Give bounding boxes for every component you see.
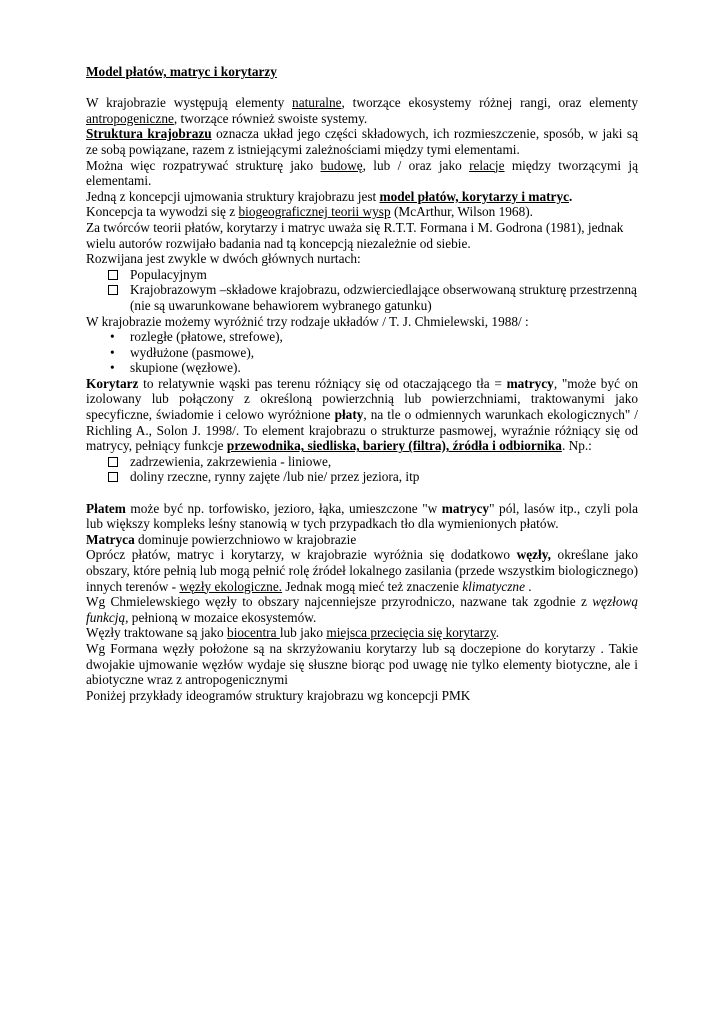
- list-item-text: zadrzewienia, zakrzewienia - liniowe,: [130, 453, 332, 469]
- list-item-text: wydłużone (pasmowe),: [130, 344, 255, 360]
- text: (McArthur, Wilson 1968).: [390, 204, 533, 220]
- term-antropogeniczne: antropogeniczne: [86, 110, 174, 126]
- paragraph-ideograms: Poniżej przykłady ideogramów struktury krajobrazu wg koncepcji PMK: [86, 687, 471, 703]
- text: oznacza układ jego części składowych, ich rozmieszczenie, sposób, w jaki są ze sobą powiązane, razem z istniejącymi zależnościami między tymi elementami.: [86, 126, 638, 157]
- text: określane jako obszary, które pełnią lub mogą pełnić rolę źródeł lokalnego zasilania (przede wszystkim biologicznego) innych terenów -: [86, 547, 638, 594]
- term-struktura-krajobrazu: Struktura krajobrazu: [86, 126, 212, 142]
- paragraph-patch: [86, 501, 638, 532]
- text: .: [524, 578, 532, 594]
- paragraph-model: [86, 189, 638, 205]
- text: . Np.:: [561, 438, 592, 454]
- paragraph-structure-views: [86, 158, 638, 189]
- list-item-text: rozległe (płatowe, strefowe),: [130, 329, 283, 345]
- text: .: [495, 625, 500, 641]
- term-matrycy: matrycy: [506, 375, 554, 391]
- term-wezly: węzły,: [516, 547, 551, 563]
- term-platem: Płatem: [86, 500, 126, 516]
- text: to relatywnie wąski pas terenu różniący się od otaczającego tła =: [138, 375, 507, 391]
- paragraph-origin: [86, 204, 638, 220]
- text: " pól, lasów itp., czyli pola lub większy kompleks leśny stanowią w tych przypadkach tło dla wymienionych płatów.: [86, 500, 638, 532]
- term-matrycy: matrycy: [441, 500, 490, 516]
- list-item: [86, 345, 638, 361]
- text: , lub / oraz jako: [362, 157, 470, 173]
- checkbox-square-icon: [108, 285, 118, 295]
- document-title: Model płatów, matryc i korytarzy: [86, 64, 277, 79]
- text: Wg Chmielewskiego węzły to obszary najcenniejsze przyrodniczo, nazwane tak zgodnie z: [86, 594, 593, 610]
- term-matryca: Matryca: [86, 531, 135, 547]
- systems-list: [86, 329, 638, 376]
- text: Można więc rozpatrywać strukturę jako: [86, 157, 321, 173]
- paragraph-authors: Za twórców teorii płatów, korytarzy i matryc uważa się R.T.T. Formana i M. Godrona (1981), jednak wielu autorów rozwijało badania nad tą koncepcją niezależnie od siebie.: [86, 219, 624, 251]
- list-item: [86, 454, 638, 470]
- term-model: model płatów, korytarzy i matryc: [379, 188, 569, 204]
- text: .: [569, 188, 573, 204]
- text: Koncepcja ta wywodzi się z: [86, 204, 239, 220]
- text: Jednak mogą mieć też znaczenie: [282, 578, 463, 594]
- term-wezly-ekologiczne: węzły ekologiczne.: [179, 578, 283, 594]
- checkbox-square-icon: [108, 457, 118, 467]
- text: , "może być on izolowany lub połączony z określoną powierzchnią lub powierzchniami, traktowanymi jako specyficzne, świadomie i celowo wyróżnione: [86, 375, 638, 423]
- term-naturalne: naturalne: [292, 95, 342, 111]
- text: między tworzącymi ją elementami.: [86, 157, 638, 189]
- paragraph-nodes: [86, 547, 638, 594]
- corridor-examples-list: [86, 454, 638, 485]
- term-biocentra: biocentra: [227, 625, 280, 641]
- paragraph-elements: [86, 95, 638, 126]
- term-wezlowa-funkcja: węzłową funkcją: [86, 594, 638, 625]
- list-item: [86, 469, 638, 485]
- term-platy: płaty: [334, 407, 364, 423]
- list-item-text: skupione (węzłowe).: [130, 360, 241, 376]
- list-item: [86, 329, 638, 345]
- list-item: [86, 282, 638, 313]
- paragraph-corridor: [86, 376, 638, 454]
- text: , na tle o odmiennych warunkach ekologicznych" / Richling A., Solon J. 1998/. To element krajobrazu o strukturze pasmowej, wyraźnie różniący się od matrycy, pełniący funkcje: [86, 407, 638, 454]
- paragraph-forman: Wg Formana węzły położone są na skrzyżowaniu korytarzy lub są doczepione do korytarzy . Takie dwojakie ujmowanie węzłów wydaje się słuszne biorąc pod uwagę nie tylko elementy biotyczne, ale i abiotyczne wraz z antropogenicznymi: [86, 640, 638, 688]
- checkbox-square-icon: [108, 472, 118, 482]
- term-relacje: relacje: [469, 157, 505, 173]
- spacer: [86, 485, 638, 501]
- text: dominuje powierzchniowo w krajobrazie: [134, 531, 357, 547]
- list-item-text: Krajobrazowym –składowe krajobrazu, odzwierciedlające obserwowaną strukturę przestrzenną (nie są uwarunkowane behawiorem wybranego gatunku): [130, 282, 637, 313]
- paragraph-biocentres: [86, 625, 638, 641]
- bullet-icon: •: [110, 344, 115, 360]
- paragraph-matrix: [86, 532, 638, 548]
- term-korytarz: Korytarz: [86, 375, 139, 391]
- text: , pełnioną w mozaice ekosystemów.: [125, 609, 317, 625]
- list-item-text: doliny rzeczne, rynny zajęte /lub nie/ przez jeziora, itp: [130, 469, 420, 485]
- list-item-text: Populacyjnym: [130, 266, 207, 282]
- paragraph-systems-intro: W krajobrazie możemy wyróżnić trzy rodzaje układów / T. J. Chmielewski, 1988/ :: [86, 313, 529, 329]
- bullet-icon: •: [110, 329, 115, 345]
- text: może być np. torfowisko, jezioro, łąka, umieszczone "w: [125, 500, 442, 516]
- paragraph-currents-intro: Rozwijana jest zwykle w dwóch głównych nurtach:: [86, 251, 361, 267]
- currents-list: [86, 267, 638, 314]
- term-budowe: budowę: [320, 157, 363, 173]
- text: Oprócz płatów, matryc i korytarzy, w krajobrazie wyróżnia się dodatkowo: [86, 547, 517, 563]
- term-functions: przewodnika, siedliska, bariery (filtra), źródła i odbiornika: [226, 438, 562, 454]
- term-miejsca-przeciecia: miejsca przecięcia się korytarzy: [326, 625, 496, 641]
- paragraph-structure: [86, 126, 638, 157]
- text: lub jako: [279, 625, 327, 641]
- text: W krajobrazie występują elementy: [86, 95, 293, 111]
- term-klimatyczne: klimatyczne: [462, 578, 525, 594]
- text: , tworzące ekosystemy różnej rangi, oraz elementy: [341, 95, 639, 111]
- text: , tworzące również swoiste systemy.: [173, 110, 368, 126]
- term-teoria-wysp: biogeograficznej teorii wysp: [238, 204, 391, 220]
- paragraph-chmielewski: [86, 594, 638, 625]
- list-item: [86, 360, 638, 376]
- text: Węzły traktowane są jako: [86, 625, 228, 641]
- text: Jedną z koncepcji ujmowania struktury krajobrazu jest: [86, 188, 380, 204]
- bullet-icon: •: [110, 360, 115, 376]
- list-item: [86, 267, 638, 283]
- checkbox-square-icon: [108, 270, 118, 280]
